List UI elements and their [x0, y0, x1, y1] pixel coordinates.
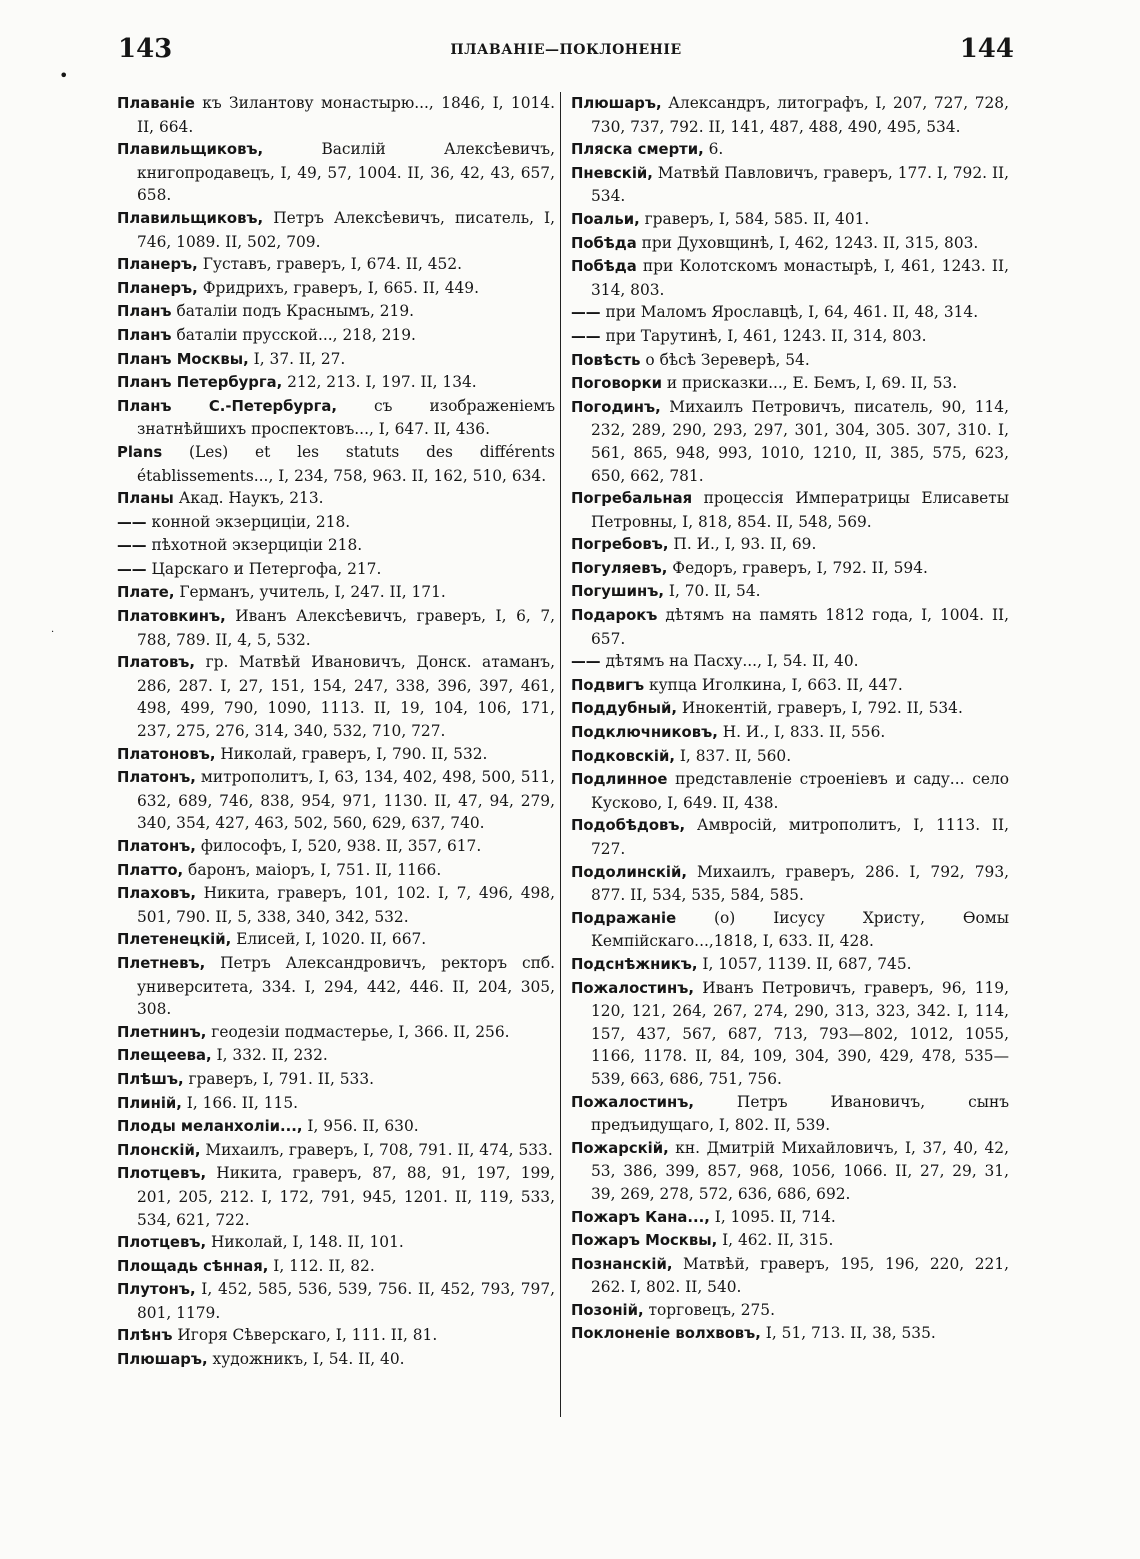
entry-headword: Платонъ,: [117, 838, 196, 855]
index-entry: [571, 907, 1009, 953]
entry-references: I, 1095. II, 714.: [709, 1207, 836, 1226]
entry-references: I, 462. II, 315.: [717, 1231, 834, 1250]
index-entry: [117, 835, 555, 859]
index-entry: [571, 232, 1009, 256]
entry-headword: Поддубный,: [571, 700, 678, 718]
entry-references: Петръ Александровичъ, ректоръ спб. университета, 334. I, 294, 442, 446. II, 204, 305, 308.: [137, 953, 555, 1019]
entry-headword: Пляска смерти,: [571, 141, 704, 159]
entry-references: баталіи прусской..., 218, 219.: [171, 325, 416, 344]
entry-headword: Плѣшъ,: [117, 1070, 184, 1088]
entry-references: I, 956. II, 630.: [302, 1117, 419, 1136]
index-entry: [117, 952, 555, 1021]
entry-references: Амвросій, митрополитъ, I, 1113. II, 727.: [591, 816, 1009, 858]
running-head: ПЛАВАНІЕ—ПОКЛОНЕНІЕ: [450, 42, 682, 58]
entry-references: I, 1057, 1139. II, 687, 745.: [697, 954, 912, 973]
entry-headword: ——: [117, 513, 147, 531]
entry-headword: Пожарскій,: [571, 1139, 669, 1157]
entry-headword: Подключниковъ,: [571, 724, 718, 742]
entry-headword: Плотцевъ,: [117, 1234, 207, 1252]
entry-headword: Платовкинъ,: [117, 608, 226, 626]
entry-references: дѣтямъ на Пасху..., I, 54. II, 40.: [600, 652, 859, 671]
entry-references: геодезіи подмастерье, I, 366. II, 256.: [206, 1022, 510, 1041]
entry-headword: Побѣда: [571, 258, 637, 276]
index-entry: [117, 581, 555, 605]
entry-references: при Колотскомъ монастырѣ, I, 461, 1243. II, 314, 803.: [591, 257, 1009, 299]
entry-references: I, 166. II, 115.: [181, 1093, 299, 1112]
entry-references: съ изображеніемъ знатнѣйшихъ проспектовъ..., I, 647. II, 436.: [137, 396, 555, 439]
entry-references: I, 837. II, 560.: [674, 746, 792, 765]
index-entry: [571, 301, 1009, 325]
index-entry: [571, 650, 1009, 674]
entry-references: Германъ, учитель, I, 247. II, 171.: [174, 583, 446, 602]
entry-headword: Плетенецкій,: [117, 931, 232, 949]
index-entry: [117, 253, 555, 277]
index-entry: [571, 1253, 1009, 1299]
entry-references: Матвѣй Павловичъ, граверъ, 177. I, 792. II, 534.: [591, 163, 1009, 206]
page-number-left: 143: [118, 34, 173, 64]
entry-headword: Планъ Петербурга,: [117, 374, 283, 392]
index-entry: [117, 371, 555, 395]
entry-references: 6.: [703, 140, 724, 159]
index-entry: [117, 1278, 555, 1324]
entry-references: Иванъ Алексѣевичъ, граверъ, I, 6, 7, 788, 789. II, 4, 5, 532.: [137, 607, 555, 649]
index-entry: [571, 977, 1009, 1091]
entry-headword: Плотцевъ,: [117, 1165, 207, 1183]
entry-references: пѣхотной экзерциціи 218.: [146, 536, 363, 555]
entry-references: Петръ Ивановичъ, сынъ предъидущаго, I, 802. II, 539.: [591, 1092, 1009, 1135]
entry-references: Михаилъ Петровичъ, писатель, 90, 114, 232, 289, 290, 293, 297, 301, 304, 305. 307, 310. I, 561, 865, 948, 993, 1010, 1210, II, 385, 575, 623, 650, 662, 781.: [591, 397, 1009, 485]
entry-references: (Les) et les statuts des différents établissements..., I, 234, 758, 963. II, 162, 510, 634.: [137, 442, 555, 485]
entry-references: Федоръ, граверъ, I, 792. II, 594.: [667, 558, 928, 577]
index-entry: [117, 441, 555, 487]
index-entry: [571, 208, 1009, 232]
entry-references: представленіе строеніевъ и саду... село Кусково, I, 649. II, 438.: [591, 770, 1009, 812]
entry-headword: Подвигъ: [571, 676, 645, 694]
entry-headword: Пневскій,: [571, 164, 653, 182]
index-entry: [571, 674, 1009, 698]
index-entry: [571, 861, 1009, 907]
entry-headword: Поальи,: [571, 210, 640, 228]
entry-headword: Подобѣдовъ,: [571, 817, 686, 835]
entry-headword: Плоды меланхоліи...,: [117, 1118, 303, 1136]
index-entry: [571, 1299, 1009, 1323]
entry-references: Н. И., I, 833. II, 556.: [717, 723, 886, 742]
index-entry: [571, 604, 1009, 650]
entry-references: I, 51, 713. II, 38, 535.: [760, 1324, 936, 1343]
index-entry: [117, 928, 555, 952]
index-entry: [117, 487, 555, 511]
entry-references: I, 112. II, 82.: [268, 1256, 375, 1275]
index-entry: [571, 487, 1009, 533]
entry-headword: Плаховъ,: [117, 885, 197, 903]
index-entry: [117, 300, 555, 324]
index-entry: [571, 349, 1009, 373]
index-entry: [117, 605, 555, 651]
entry-headword: Подснѣжникъ,: [571, 955, 698, 973]
entry-headword: Платовъ,: [117, 654, 196, 672]
index-entry: [117, 277, 555, 301]
entry-headword: Пожалостинъ,: [571, 1093, 694, 1111]
entry-references: Никита, граверъ, 101, 102. I, 7, 496, 498, 501, 790. II, 5, 338, 340, 342, 532.: [137, 884, 555, 926]
entry-headword: Поговорки: [571, 375, 662, 393]
index-entry: [117, 1162, 555, 1231]
index-entry: [571, 92, 1009, 138]
entry-headword: Планъ: [117, 326, 172, 344]
entry-headword: Плавильщиковъ,: [117, 209, 264, 227]
entry-references: купца Иголкина, I, 663. II, 447.: [644, 675, 903, 694]
entry-references: митрополитъ, I, 63, 134, 402, 498, 500, 511, 632, 689, 746, 838, 954, 971, 1130. II, 47, 94, 279, 340, 354, 427, 463, 502, 560, 629, 637, 740.: [137, 768, 555, 833]
entry-references: при Духовщинѣ, I, 462, 1243. II, 315, 803.: [636, 233, 979, 252]
entry-references: Петръ Алексѣевичъ, писатель, I, 746, 1089. II, 502, 709.: [137, 208, 555, 251]
entry-headword: Плаваніе: [117, 95, 195, 112]
entry-headword: Плутонъ,: [117, 1281, 196, 1299]
index-entry: [571, 396, 1009, 487]
entry-headword: Погушинъ,: [571, 583, 664, 601]
entry-references: и присказки..., Е. Бемъ, I, 69. II, 53.: [661, 374, 958, 393]
right-column: [571, 92, 1009, 1346]
entry-headword: Подарокъ: [571, 607, 658, 625]
entry-references: Матвѣй, граверъ, 195, 196, 220, 221, 262. I, 802. II, 540.: [591, 1254, 1009, 1297]
entry-headword: ——: [117, 560, 147, 578]
entry-references: конной экзерциціи, 218.: [146, 512, 351, 531]
index-entry: [117, 651, 555, 742]
entry-headword: Пожаръ Москвы,: [571, 1232, 718, 1250]
index-entry: [571, 1206, 1009, 1230]
entry-headword: Плиній,: [117, 1094, 182, 1112]
index-entry: [117, 1021, 555, 1045]
index-entry: [571, 953, 1009, 977]
entry-headword: Подражаніе: [571, 909, 677, 927]
entry-references: дѣтямъ на память 1812 года, I, 1004. II, 657.: [591, 606, 1009, 648]
entry-references: Елисей, I, 1020. II, 667.: [231, 930, 427, 949]
index-entry: [571, 1137, 1009, 1206]
entry-references: гр. Матвѣй Ивановичъ, Донск. атаманъ, 286, 287. I, 27, 151, 154, 247, 338, 396, 397, 461, 498, 499, 790, 1090, 1113. II, 19, 104, 106, 171, 237, 275, 276, 314, 340, 532, 710, 727.: [137, 653, 555, 741]
index-entry: [571, 1091, 1009, 1137]
index-entry: [571, 1229, 1009, 1253]
index-entry: [117, 138, 555, 207]
index-entry: [571, 697, 1009, 721]
entry-references: (о) Іисусу Христу, Ѳомы Кемпійскаго...,1818, I, 633. II, 428.: [591, 908, 1009, 951]
entry-headword: Пожаръ Кана...,: [571, 1208, 710, 1226]
index-entry: [117, 1068, 555, 1092]
index-entry: [117, 1115, 555, 1139]
index-entry: [117, 324, 555, 348]
column-divider: [560, 92, 561, 1417]
entry-headword: ——: [117, 537, 147, 555]
entry-headword: Планеръ,: [117, 256, 198, 274]
entry-headword: Планъ С.-Петербурга,: [117, 397, 337, 415]
entry-headword: Плате,: [117, 584, 175, 602]
entry-references: баталіи подъ Краснымъ, 219.: [171, 302, 415, 321]
entry-references: Акад. Наукъ, 213.: [173, 489, 324, 508]
entry-references: П. И., I, 93. II, 69.: [668, 535, 817, 554]
margin-speck: •: [59, 66, 69, 85]
entry-headword: Планъ: [117, 303, 172, 321]
entry-headword: Плещеева,: [117, 1047, 212, 1065]
entry-headword: Платто,: [117, 861, 184, 879]
entry-references: Михаилъ, граверъ, I, 708, 791. II, 474, 533.: [200, 1140, 553, 1159]
entry-references: I, 37. II, 27.: [248, 349, 346, 368]
entry-references: Михаилъ, граверъ, 286. I, 792, 793, 877. II, 534, 535, 584, 585.: [591, 862, 1009, 905]
entry-references: Иванъ Петровичъ, граверъ, 96, 119, 120, 121, 264, 267, 274, 290, 313, 323, 342. I, 114, 157, 437, 567, 687, 713, 793—802, 1012, 1055, 1166, 1178. II, 84, 109, 304, 390, 429, 478, 535—539, 663, 686, 751, 756.: [591, 978, 1009, 1088]
entry-references: кн. Дмитрій Михайловичъ, I, 37, 40, 42, 53, 386, 399, 857, 968, 1056, 1066. II, 27, 29, 31, 39, 269, 278, 572, 636, 686, 692.: [591, 1138, 1009, 1203]
entry-headword: Познанскій,: [571, 1255, 673, 1273]
entry-references: Царскаго и Петергофа, 217.: [146, 559, 382, 578]
entry-references: I, 452, 585, 536, 539, 756. II, 452, 793, 797, 801, 1179.: [137, 1280, 555, 1322]
entry-references: художникъ, I, 54. II, 40.: [207, 1350, 405, 1369]
entry-references: Александръ, литографъ, I, 207, 727, 728, 730, 737, 792. II, 141, 487, 488, 490, 495, 534.: [591, 94, 1009, 136]
index-entry: [117, 743, 555, 767]
index-entry: [117, 1348, 555, 1372]
entry-headword: Плонскій,: [117, 1141, 201, 1159]
entry-references: 212, 213. I, 197. II, 134.: [282, 373, 477, 392]
index-entry: [117, 1324, 555, 1348]
index-entry: [571, 745, 1009, 769]
entry-headword: Подлинное: [571, 771, 668, 789]
entry-references: Инокентій, граверъ, I, 792. II, 534.: [677, 699, 963, 718]
index-entry: [571, 138, 1009, 162]
index-entry: [571, 580, 1009, 604]
index-entry: [571, 162, 1009, 208]
entry-headword: ——: [571, 327, 601, 345]
entry-headword: Платонъ,: [117, 769, 196, 787]
entry-headword: Плетнинъ,: [117, 1023, 207, 1041]
index-entry: [571, 533, 1009, 557]
entry-references: I, 332. II, 232.: [211, 1046, 328, 1065]
index-entry: [117, 207, 555, 253]
entry-headword: Побѣда: [571, 234, 637, 252]
entry-headword: Плавильщиковъ,: [117, 141, 264, 159]
index-entry: [117, 1255, 555, 1279]
entry-references: Фридрихъ, граверъ, I, 665. II, 449.: [197, 278, 479, 297]
index-entry: [117, 859, 555, 883]
entry-headword: ——: [571, 304, 601, 322]
index-entry: [117, 558, 555, 582]
entry-headword: Погребальная: [571, 490, 693, 508]
entry-references: при Тарутинѣ, I, 461, 1243. II, 314, 803.: [600, 326, 927, 345]
entry-headword: Плетневъ,: [117, 954, 206, 972]
entry-headword: Повѣсть: [571, 351, 641, 369]
entry-headword: Подковскій,: [571, 747, 675, 765]
index-entry: [117, 882, 555, 928]
index-entry: [117, 1044, 555, 1068]
index-entry: [117, 92, 555, 138]
entry-headword: Подолинскій,: [571, 863, 687, 881]
entry-references: къ Зилантову монастырю..., 1846, I, 1014. II, 664.: [137, 94, 555, 136]
index-entry: [571, 255, 1009, 301]
entry-references: Николай, I, 148. II, 101.: [206, 1233, 404, 1252]
index-entry: [117, 348, 555, 372]
entry-references: философъ, I, 520, 938. II, 357, 617.: [195, 837, 482, 855]
index-entry: [571, 814, 1009, 860]
entry-headword: Plans: [117, 443, 163, 461]
entry-references: Николай, граверъ, I, 790. II, 532.: [215, 744, 488, 763]
entry-headword: Плюшаръ,: [571, 95, 662, 112]
index-entry: [117, 1231, 555, 1255]
entry-headword: Площадь сѣнная,: [117, 1257, 269, 1275]
index-entry: [571, 325, 1009, 349]
index-entry: [571, 372, 1009, 396]
entry-references: баронъ, маіоръ, I, 751. II, 1166.: [183, 860, 442, 879]
index-entry: [571, 721, 1009, 745]
page-header: [118, 34, 1014, 66]
entry-headword: Плюшаръ,: [117, 1351, 208, 1369]
entry-headword: Плѣнъ: [117, 1327, 173, 1345]
entry-references: I, 70. II, 54.: [663, 582, 761, 601]
index-entry: [117, 1092, 555, 1116]
entry-headword: ——: [571, 653, 601, 671]
entry-references: процессія Императрицы Елисаветы Петровны, I, 818, 854. II, 548, 569.: [591, 489, 1009, 531]
index-entry: [571, 768, 1009, 814]
entry-references: Игоря Сѣверскаго, I, 111. II, 81.: [172, 1326, 438, 1345]
entry-headword: Планы: [117, 490, 174, 508]
entry-headword: Платоновъ,: [117, 745, 216, 763]
entry-references: Густавъ, граверъ, I, 674. II, 452.: [197, 255, 463, 274]
entry-headword: Планъ Москвы,: [117, 350, 249, 368]
entry-references: Василій Алексѣевичъ, книгопродавецъ, I, 49, 57, 1004. II, 36, 42, 43, 657, 658.: [137, 140, 555, 205]
index-entry: [117, 395, 555, 441]
left-column: [117, 92, 555, 1372]
index-entry: [117, 766, 555, 835]
index-entry: [571, 1322, 1009, 1346]
entry-references: при Маломъ Ярославцѣ, I, 64, 461. II, 48, 314.: [600, 303, 979, 322]
entry-headword: Пожалостинъ,: [571, 979, 694, 997]
margin-speck: ·: [51, 627, 55, 638]
entry-headword: Погодинъ,: [571, 398, 661, 416]
entry-references: граверъ, I, 584, 585. II, 401.: [639, 209, 870, 228]
entry-headword: Планеръ,: [117, 279, 198, 297]
entry-references: Никита, граверъ, 87, 88, 91, 197, 199, 201, 205, 212. I, 172, 791, 945, 1201. II, 119, 533, 534, 621, 722.: [137, 1164, 555, 1229]
entry-references: граверъ, I, 791. II, 533.: [183, 1069, 374, 1088]
entry-headword: Поклоненіе волхвовъ,: [571, 1325, 761, 1343]
index-entry: [117, 1139, 555, 1163]
index-entry: [117, 534, 555, 558]
entry-headword: Позоній,: [571, 1301, 644, 1319]
index-entry: [571, 557, 1009, 581]
index-entry: [117, 511, 555, 535]
entry-references: торговецъ, 275.: [643, 1300, 775, 1319]
entry-headword: Погуляевъ,: [571, 559, 668, 577]
entry-references: о бѣсѣ Зереверѣ, 54.: [640, 350, 810, 369]
entry-headword: Погребовъ,: [571, 536, 669, 554]
page-number-right: 144: [959, 34, 1014, 64]
